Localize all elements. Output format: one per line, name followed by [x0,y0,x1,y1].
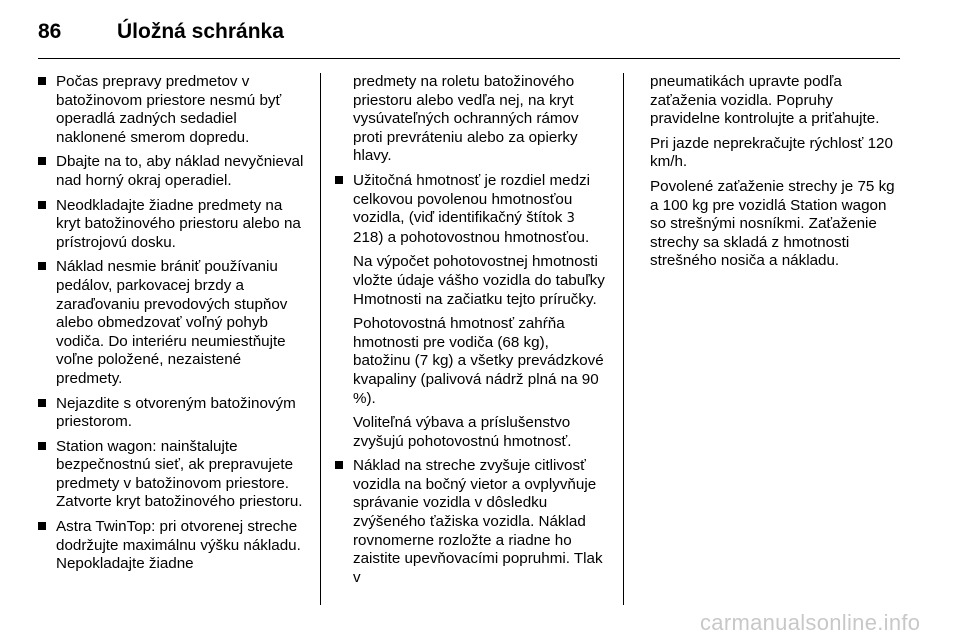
paragraph: Na výpočet pohotovostnej hmotnosti vložte údaje vášho vozidla do tabuľky Hmotnosti na začiatku tejto príručky. [353,253,605,308]
list-item: Dbajte na to, aby náklad nevyčnieval nad horný okraj operadiel. [38,153,306,190]
section-title: Úložná schránka [117,20,284,43]
column-3 [650,73,900,277]
paragraph: pneumatikách upravte podľa zaťaženia vozidla. Popruhy pravidelne kontrolujte a priťahujte. [650,73,880,128]
page-header [0,0,960,60]
paragraph: Pri jazde neprekračujte rýchlosť 120 km/h. [650,134,893,171]
bullet-icon [38,522,46,530]
paragraph: Pohotovostná hmotnosť zahŕňa hmotnosti pre vodiča (68 kg), batožinu (7 kg) a všetky prevádzkové kvapaliny (palivová nádrž plná na 90 %). [353,315,604,407]
paragraph: Voliteľná výbava a príslušenstvo zvyšujú pohotovostnú hmotnosť. [353,414,572,450]
list-item: Astra TwinTop: pri otvorenej streche dodržujte maximálnu výšku nákladu. Nepokladajte žiadne [38,518,306,574]
column-divider [623,73,624,605]
bullet-icon [38,399,46,407]
list-item: Neodkladajte žiadne predmety na kryt batožinového priestoru alebo na prístrojovú dosku. [38,197,306,253]
list-item: Náklad na streche zvyšuje citlivosť vozidla na bočný vietor a ovplyvňuje správanie vozidla v dôsledku zvýšeného ťažiska vozidla. Náklad rovnomerne rozložte a riadne ho zaistite upevňovacími popruhmi. Tlak v [335,457,607,587]
list-item: Nejazdite s otvoreným batožinovým priestorom. [38,395,306,432]
column-2 [335,73,607,593]
bullet-icon [38,157,46,165]
bullet-icon [335,461,343,469]
page-ref-arrow-icon: 3 [566,211,575,227]
list-item: Náklad nesmie brániť používaniu pedálov, parkovacej brzdy a zaraďovaniu prevodových stupňov alebo obmedzovať voľný pohyb vodiča. Do interiéru neumiestňujte voľne položené, nezaistené predmety. [38,258,306,388]
column-1 [38,73,306,580]
paragraph: Povolené zaťaženie strechy je 75 kg a 100 kg pre vozidlá Station wagon so strešnými nosníkmi. Zaťaženie strechy sa skladá z hmotnosti strešného nosiča a nákladu. [650,177,895,270]
page-reference: 218) a pohotovostnou hmotnosťou. [353,228,590,246]
payload-definition: Užitočná hmotnosť je rozdiel medzi celkovou povolenou hmotnosťou vozidla, (viď identifikačný štítok [353,171,590,227]
watermark: carmanualsonline.info [700,610,921,635]
header-rule [38,58,900,59]
page-number: 86 [38,20,62,43]
bullet-icon [38,262,46,270]
column-divider [320,73,321,605]
bullet-icon [335,176,343,184]
continuation-text: predmety na roletu batožinového priestoru alebo vedľa nej, na kryt vysúvateľných ochranných rámov proti prevráteniu alebo za opierky hlavy. [353,73,579,165]
bullet-icon [38,77,46,85]
bullet-icon [38,201,46,209]
list-item: Station wagon: nainštalujte bezpečnostnú sieť, ak prepravujete predmety v batožinovom priestore. Zatvorte kryt batožinového priestoru. [38,438,306,512]
list-item [335,172,607,451]
bullet-icon [38,442,46,450]
list-item: Počas prepravy predmetov v batožinovom priestore nesmú byť operadlá zadných sedadiel naklonené smerom dopredu. [38,73,306,147]
